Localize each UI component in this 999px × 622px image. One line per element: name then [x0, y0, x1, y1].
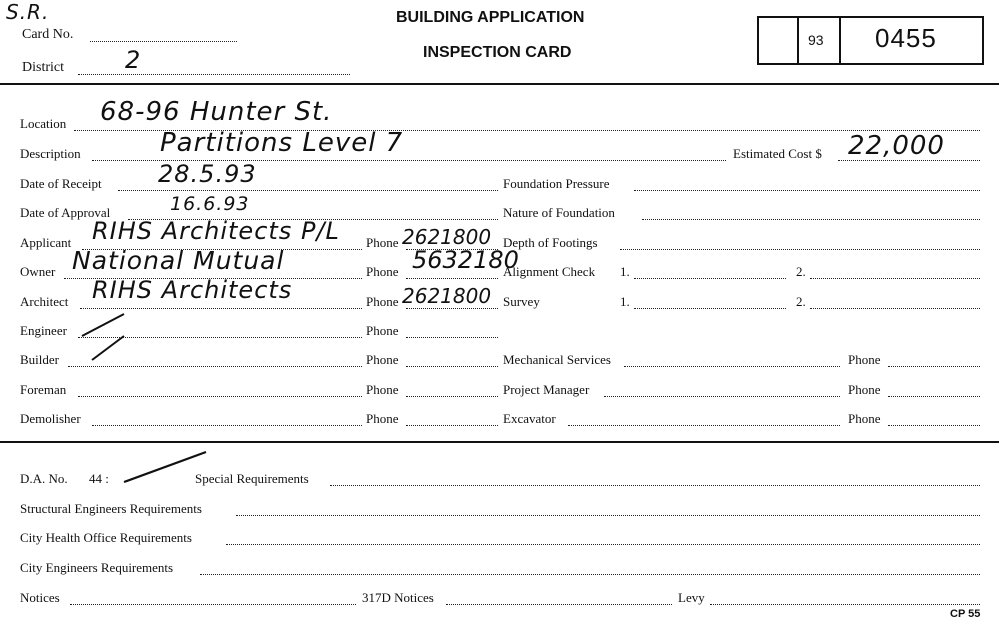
location-label: Location	[20, 116, 67, 131]
health-requirements-label: City Health Office Requirements	[20, 530, 192, 545]
structural-requirements-line	[236, 515, 980, 516]
title-building-application: BUILDING APPLICATION	[396, 9, 585, 26]
mechanical-phone-label: Phone	[848, 352, 881, 367]
demolisher-phone-line	[406, 425, 498, 426]
health-requirements-line	[226, 544, 980, 545]
project-manager-phone-line	[888, 396, 980, 397]
structural-requirements-label: Structural Engineers Requirements	[20, 501, 202, 516]
nature-foundation-label: Nature of Foundation	[503, 205, 615, 220]
excavator-phone-label: Phone	[848, 411, 881, 426]
district-value: 2	[125, 46, 142, 74]
excavator-phone-line	[888, 425, 980, 426]
title-inspection-card: INSPECTION CARD	[423, 44, 572, 61]
card-no-line	[90, 41, 237, 42]
da-no-value: 44 :	[89, 471, 109, 486]
project-manager-line	[604, 396, 840, 397]
estimated-cost-value: 22,000	[848, 131, 945, 161]
sr-mark: S.R.	[6, 0, 50, 24]
depth-footings-line	[620, 249, 980, 250]
description-label: Description	[20, 146, 81, 161]
excavator-label: Excavator	[503, 411, 556, 426]
depth-footings-label: Depth of Footings	[503, 235, 598, 250]
owner-value: National Mutual	[72, 246, 285, 275]
owner-phone-value: 5632180	[412, 246, 519, 274]
notices-label: Notices	[20, 590, 60, 605]
project-manager-phone-label: Phone	[848, 382, 881, 397]
architect-phone-line	[406, 308, 498, 309]
builder-phone-line	[406, 366, 498, 367]
demolisher-line	[92, 425, 362, 426]
architect-label: Architect	[20, 294, 69, 309]
builder-line	[68, 366, 362, 367]
location-value: 68-96 Hunter St.	[100, 97, 333, 127]
card-number-box	[757, 16, 984, 65]
description-value: Partitions Level 7	[160, 128, 404, 158]
levy-label: Levy	[678, 590, 705, 605]
header-divider	[0, 83, 999, 85]
mechanical-line	[624, 366, 840, 367]
year-code: 93	[808, 32, 824, 48]
alignment-item-2: 2.	[796, 264, 806, 279]
district-label: District	[22, 60, 64, 75]
district-line	[78, 74, 350, 75]
estimated-cost-label: Estimated Cost $	[733, 146, 822, 161]
engineer-line	[78, 337, 362, 338]
special-requirements-label: Special Requirements	[195, 471, 309, 486]
architect-phone-label: Phone	[366, 294, 399, 309]
form-code: CP 55	[950, 608, 981, 620]
requirements-divider	[0, 441, 999, 443]
levy-line	[710, 604, 980, 605]
alignment-check-label: Alignment Check	[503, 264, 596, 279]
architect-phone-value: 2621800	[402, 284, 492, 308]
mechanical-label: Mechanical Services	[503, 352, 611, 367]
foreman-label: Foreman	[20, 382, 67, 397]
survey-line-2	[810, 308, 980, 309]
foundation-pressure-label: Foundation Pressure	[503, 176, 610, 191]
survey-item-1: 1.	[620, 294, 630, 309]
date-receipt-line	[118, 190, 498, 191]
317d-notices-line	[446, 604, 672, 605]
survey-label: Survey	[503, 294, 540, 309]
engineer-phone-label: Phone	[366, 323, 399, 338]
nature-foundation-line	[642, 219, 980, 220]
engineer-phone-line	[406, 337, 498, 338]
demolisher-label: Demolisher	[20, 411, 81, 426]
builder-phone-label: Phone	[366, 352, 399, 367]
architect-value: RIHS Architects	[92, 276, 293, 304]
date-approval-value: 16.6.93	[170, 193, 250, 215]
engineer-label: Engineer	[20, 323, 67, 338]
317d-notices-label: 317D Notices	[362, 590, 434, 605]
foreman-line	[78, 396, 362, 397]
alignment-item-1: 1.	[620, 264, 630, 279]
card-number: 0455	[875, 23, 937, 53]
applicant-value: RIHS Architects P/L	[92, 217, 340, 245]
foundation-pressure-line	[634, 190, 980, 191]
project-manager-label: Project Manager	[503, 382, 590, 397]
foreman-phone-line	[406, 396, 498, 397]
special-requirements-line	[330, 485, 980, 486]
foreman-phone-label: Phone	[366, 382, 399, 397]
owner-phone-line	[406, 278, 498, 279]
da-no-dash	[124, 452, 206, 482]
card-no-label: Card No.	[22, 27, 74, 42]
notices-line	[70, 604, 356, 605]
da-no-label: D.A. No.	[20, 471, 68, 486]
city-engineers-label: City Engineers Requirements	[20, 560, 174, 575]
owner-label: Owner	[20, 264, 56, 279]
mechanical-phone-line	[888, 366, 980, 367]
builder-dash	[92, 336, 124, 360]
city-engineers-line	[200, 574, 980, 575]
alignment-line-1	[634, 278, 786, 279]
survey-item-2: 2.	[796, 294, 806, 309]
date-receipt-label: Date of Receipt	[20, 176, 102, 191]
builder-label: Builder	[20, 352, 59, 367]
owner-phone-label: Phone	[366, 264, 399, 279]
applicant-phone-value: 2621800	[402, 225, 492, 249]
alignment-line-2	[810, 278, 980, 279]
architect-line	[80, 308, 362, 309]
engineer-dash	[82, 314, 124, 336]
demolisher-phone-label: Phone	[366, 411, 399, 426]
date-receipt-value: 28.5.93	[158, 160, 257, 188]
excavator-line	[568, 425, 840, 426]
applicant-label: Applicant	[20, 235, 72, 250]
applicant-phone-label: Phone	[366, 235, 399, 250]
survey-line-1	[634, 308, 786, 309]
date-approval-label: Date of Approval	[20, 205, 111, 220]
